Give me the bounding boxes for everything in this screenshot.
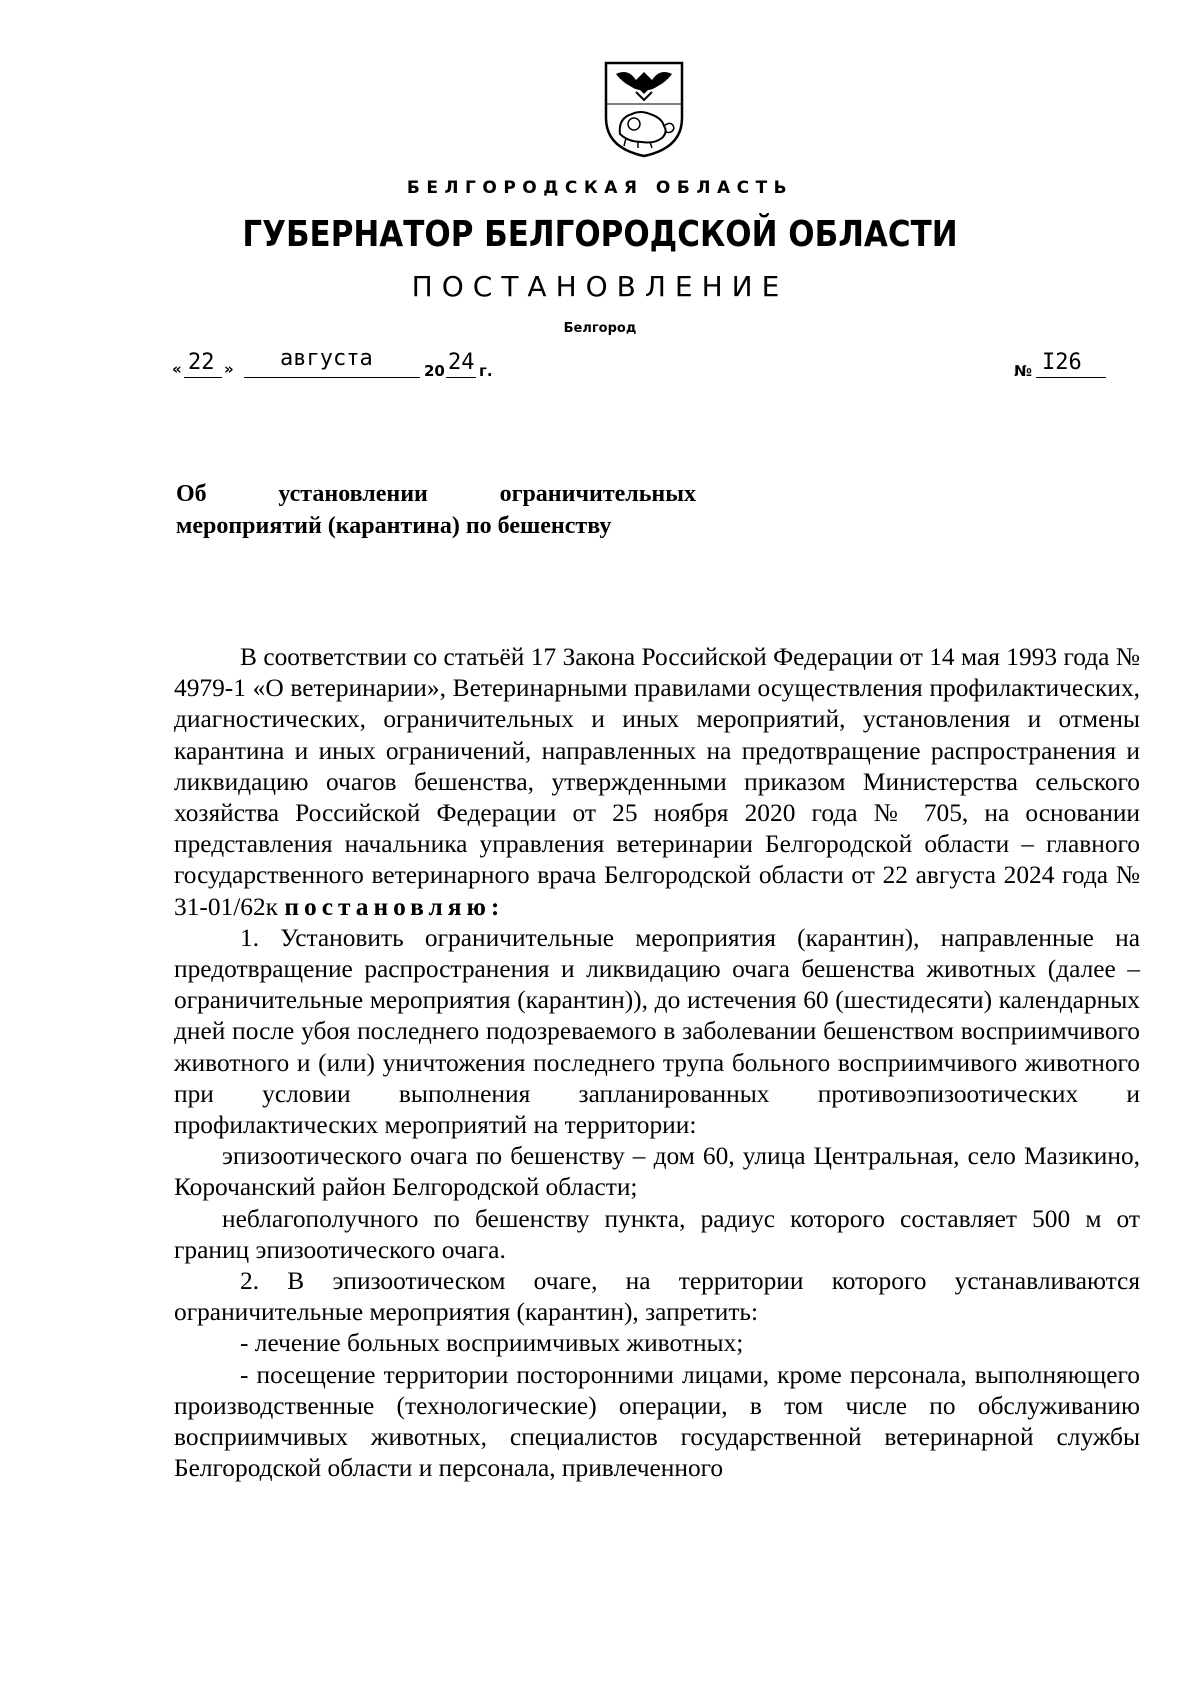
- governor-title: ГУБЕРНАТОР БЕЛГОРОДСКОЙ ОБЛАСТИ: [242, 214, 958, 255]
- region-name: БЕЛГОРОДСКАЯ ОБЛАСТЬ: [406, 178, 794, 198]
- paragraph-area: неблагополучного по бешенству пункта, радиус которого составляет 500 м от границ эпизоотического очага.: [174, 1204, 1140, 1264]
- document-number: I26: [1042, 350, 1082, 375]
- title-word: Об: [176, 481, 207, 507]
- paragraph-item-2: 2. В эпизоотическом очаге, на территории которого устанавливаются ограничительные мероприятия (карантин), запретить:: [174, 1267, 1140, 1327]
- month-underline: [244, 377, 420, 378]
- paragraph-ban-2: - посещение территории посторонними лицами, кроме персонала, выполняющего производственные (технологические) операции, в том числе по обслуживанию восприимчивых животных, специалистов государственной ветеринарной службы Белгородской области и персонала, привлеченного: [174, 1360, 1140, 1483]
- number-label: №: [1014, 362, 1033, 380]
- document-title: [176, 478, 696, 542]
- title-word: ограничительных: [499, 481, 696, 507]
- close-quote: »: [224, 360, 234, 378]
- paragraph-preamble: [174, 642, 1140, 923]
- year-prefix: 20: [424, 362, 445, 380]
- year-abbr: г.: [479, 362, 493, 380]
- day-underline: [184, 377, 222, 378]
- open-quote: «: [172, 360, 182, 378]
- title-line-2: мероприятий (карантина) по бешенству: [176, 513, 612, 539]
- title-line-1: [176, 478, 696, 510]
- date-month: августа: [280, 346, 373, 371]
- title-word: установлении: [278, 481, 428, 507]
- date-year: 24: [448, 350, 475, 375]
- resolve-word: постановляю:: [284, 892, 505, 921]
- paragraph-ban-1: - лечение больных восприимчивых животных;: [240, 1329, 744, 1358]
- preamble-text: В соответствии со статьёй 17 Закона Российской Федерации от 14 мая 1993 года № 4979-1 «О ветеринарии», Ветеринарными правилами осуществления профилактических, диагностических, ограничительных и иных мероприятий, установления и отмены карантина и иных ограничений, направленных на предотвращение распространения и ликвидацию очагов бешенства, утвержденными приказом Министерства сельского хозяйства Российской Федерации от 25 ноября 2020 года № 705, на основании представления начальника управления ветеринарии Белгородской области – главного государственного ветеринарного врача Белгородской области от 22 августа 2024 года № 31-01/62к: [174, 643, 1140, 921]
- paragraph-focus: эпизоотического очага по бешенству – дом 60, улица Центральная, село Мазикино, Корочанский район Белгородской области;: [174, 1142, 1140, 1202]
- year-underline: [446, 377, 476, 378]
- document-type: ПОСТАНОВЛЕНИЕ: [411, 270, 789, 303]
- paragraph-item-1: 1. Установить ограничительные мероприятия (карантин), направленные на предотвращение распространения и ликвидацию очага бешенства животных (далее – ограничительные мероприятия (карантин)), до истечения 60 (шестидесяти) календарных дней после убоя последнего подозреваемого в заболевании бешенством восприимчивого животного и (или) уничтожения последнего трупа больного восприимчивого животного при условии выполнения запланированных противоэпизоотических и профилактических мероприятий на территории:: [174, 923, 1140, 1140]
- document-body: [174, 642, 1140, 1484]
- number-underline: [1036, 377, 1106, 378]
- date-day: 22: [188, 350, 215, 375]
- belgorod-coat-of-arms-icon: [602, 60, 686, 158]
- city-name: Белгород: [563, 321, 637, 336]
